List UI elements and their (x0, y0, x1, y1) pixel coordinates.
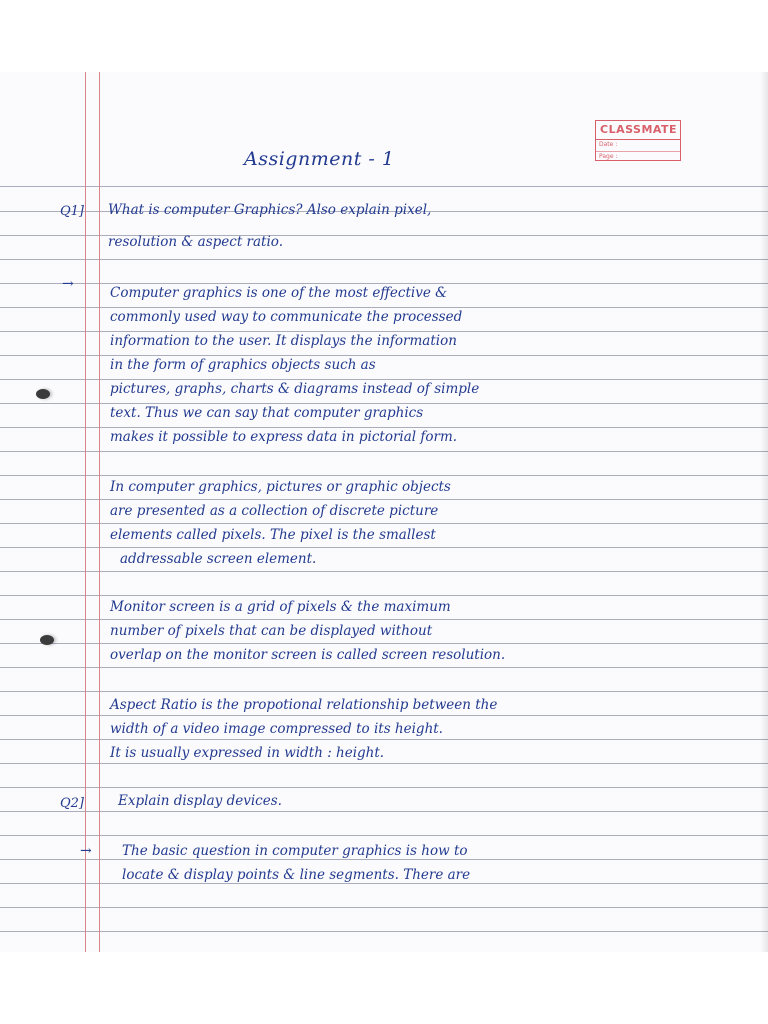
stamp-date-label: Date : (596, 140, 680, 152)
answer-line: It is usually expressed in width : height. (110, 745, 385, 761)
ruled-line (0, 643, 768, 644)
ruled-line (0, 547, 768, 548)
answer-line: locate & display points & line segments. There are (122, 867, 471, 883)
binder-hole (36, 389, 50, 399)
ruled-line (0, 307, 768, 308)
question-line: Explain display devices. (118, 793, 282, 809)
ruled-line (0, 715, 768, 716)
binder-hole (40, 635, 54, 645)
ruled-line (0, 619, 768, 620)
page-edge-shadow (760, 72, 768, 952)
question-line: What is computer Graphics? Also explain pixel, (108, 202, 432, 218)
answer-arrow: → (80, 843, 92, 859)
ruled-line (0, 571, 768, 572)
question-number: Q2] (60, 796, 85, 811)
answer-line: pictures, graphs, charts & diagrams instead of simple (110, 381, 480, 397)
answer-line: elements called pixels. The pixel is the smallest (110, 527, 436, 543)
answer-line: Aspect Ratio is the propotional relationship between the (110, 697, 498, 713)
page-title: Assignment - 1 (244, 148, 395, 170)
ruled-line (0, 403, 768, 404)
ruled-line (0, 186, 768, 187)
ruled-line (0, 691, 768, 692)
ruled-line (0, 259, 768, 260)
answer-line: addressable screen element. (120, 551, 317, 567)
ruled-line (0, 811, 768, 812)
answer-line: in the form of graphics objects such as (110, 357, 376, 373)
answer-line: makes it possible to express data in pictorial form. (110, 429, 458, 445)
question-number: Q1] (60, 204, 85, 219)
stamp-brand: CLASSMATE (596, 121, 680, 140)
ruled-line (0, 523, 768, 524)
stamp-page-label: Page : (599, 153, 618, 160)
answer-line: Computer graphics is one of the most effective & (110, 285, 448, 301)
brand-stamp (595, 120, 681, 161)
ruled-line (0, 379, 768, 380)
ruled-line (0, 883, 768, 884)
answer-arrow: → (62, 276, 74, 292)
answer-line: commonly used way to communicate the processed (110, 309, 463, 325)
answer-line: Monitor screen is a grid of pixels & the maximum (110, 599, 451, 615)
ruled-line (0, 427, 768, 428)
margin-line (85, 72, 86, 952)
ruled-line (0, 931, 768, 932)
ruled-line (0, 763, 768, 764)
ruled-line (0, 835, 768, 836)
ruled-line (0, 331, 768, 332)
ruled-line (0, 667, 768, 668)
answer-line: number of pixels that can be displayed without (110, 623, 433, 639)
answer-line: overlap on the monitor screen is called screen resolution. (110, 647, 506, 663)
ruled-line (0, 451, 768, 452)
ruled-line (0, 283, 768, 284)
answer-line: information to the user. It displays the information (110, 333, 457, 349)
answer-line: The basic question in computer graphics is how to (122, 843, 468, 859)
ruled-line (0, 595, 768, 596)
notebook-page (0, 72, 768, 952)
ruled-line (0, 787, 768, 788)
ruled-line (0, 499, 768, 500)
ruled-line (0, 475, 768, 476)
answer-line: are presented as a collection of discrete picture (110, 503, 439, 519)
margin-line (99, 72, 100, 952)
answer-line: text. Thus we can say that computer graphics (110, 405, 424, 421)
ruled-line (0, 907, 768, 908)
answer-line: In computer graphics, pictures or graphic objects (110, 479, 451, 495)
ruled-line (0, 355, 768, 356)
ruled-line (0, 859, 768, 860)
ruled-line (0, 739, 768, 740)
answer-line: width of a video image compressed to its height. (110, 721, 443, 737)
question-line: resolution & aspect ratio. (108, 234, 283, 250)
